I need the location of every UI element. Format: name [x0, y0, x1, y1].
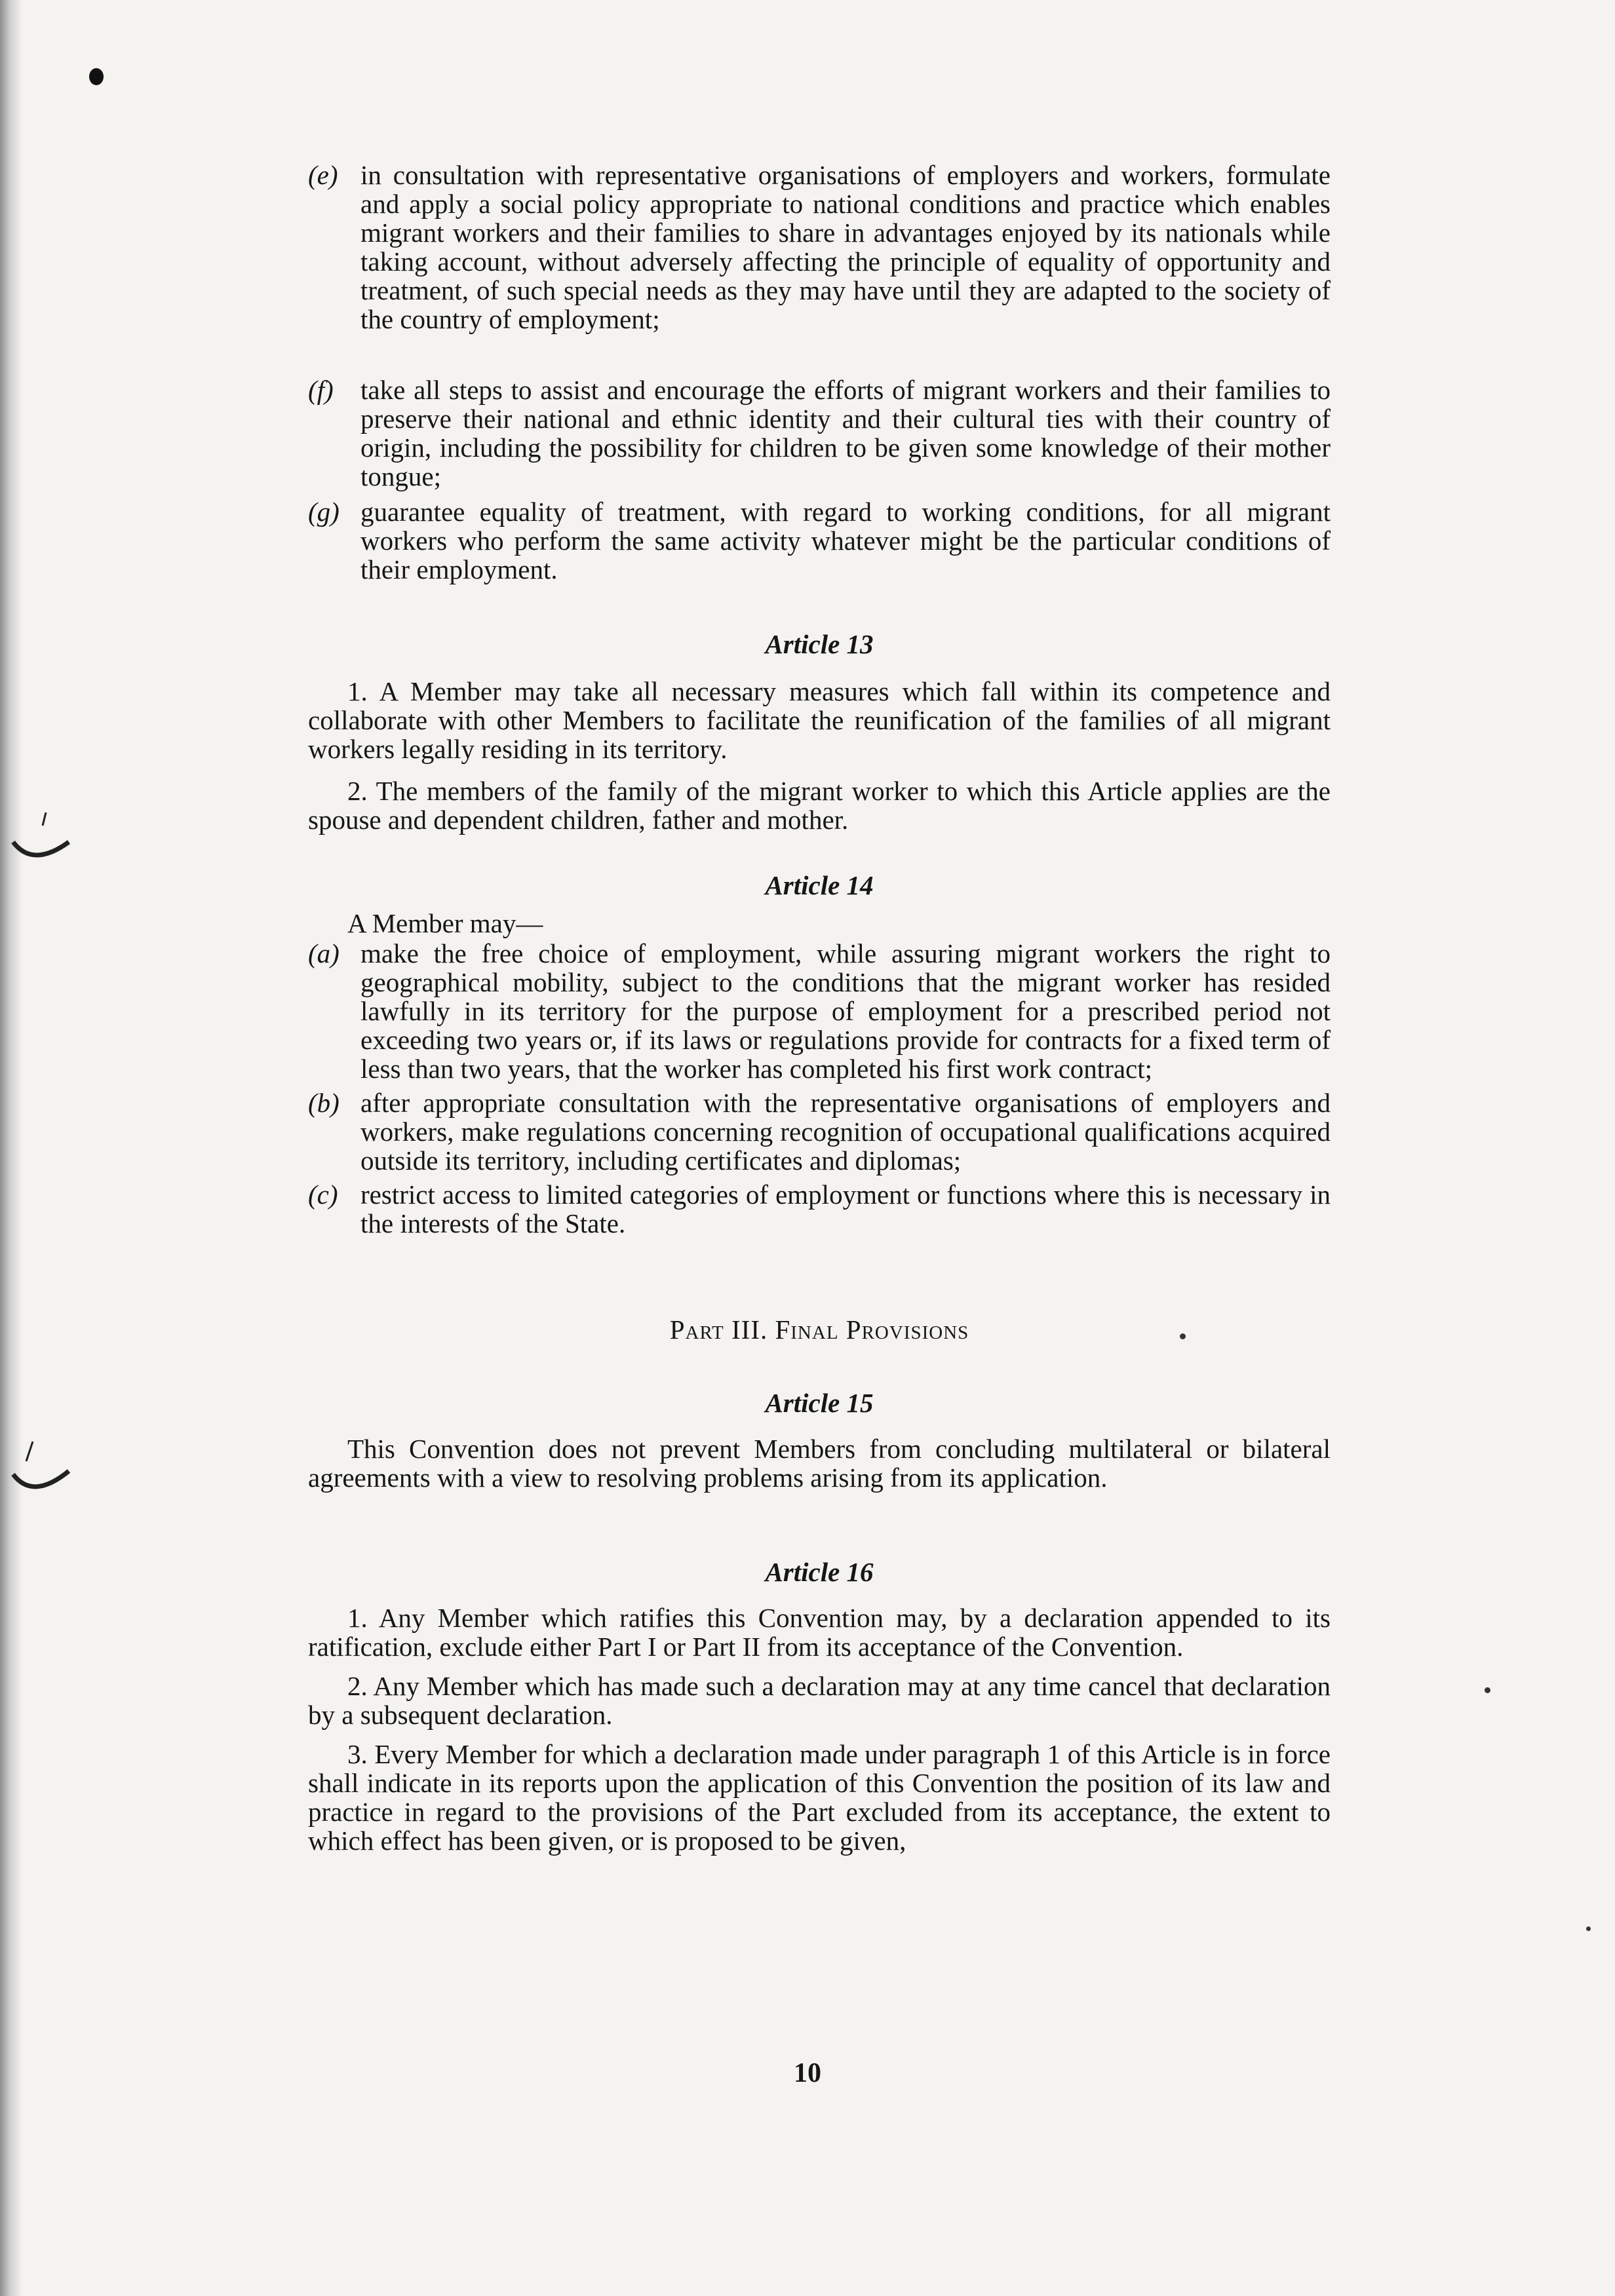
- item-text: restrict access to limited categories of employment or functions where this is necessary in the interests of the State.: [360, 1179, 1331, 1238]
- article-16-paragraph-2: 2. Any Member which has made such a declaration may at any time cancel that declaration by a subsequent declaration.: [308, 1671, 1331, 1730]
- article-14-heading: Article 14: [765, 870, 874, 900]
- provision-item: [308, 161, 1331, 334]
- margin-check-mark: [7, 806, 79, 878]
- provision-item: [308, 1180, 1331, 1238]
- scan-dot: [1485, 1687, 1490, 1693]
- item-text: take all steps to assist and encourage the efforts of migrant workers and their families to preserve their national and ethnic identity and their cultural ties with their country of origin, including the possibility for children to be given some knowledge of their mother tongue;: [360, 375, 1331, 491]
- item-label: (g): [308, 497, 340, 527]
- item-text: make the free choice of employment, while assuring migrant workers the right to geographical mobility, subject to the conditions that the migrant worker has resided lawfully in its territory for the purpose of employment for a prescribed period not exceeding two years or, if its laws or regulations provide for contracts for a fixed term of less than two years, that the worker has completed his first work contract;: [360, 938, 1331, 1084]
- provision-item: [308, 375, 1331, 491]
- article-13-paragraph-1: 1. A Member may take all necessary measures which fall within its competence and collaborate with other Members to facilitate the reunification of the families of all migrant workers legally residing in its territory.: [308, 676, 1331, 764]
- scan-dot: [1586, 1926, 1591, 1931]
- item-label: (f): [308, 375, 334, 405]
- article-15-heading: Article 15: [765, 1388, 874, 1418]
- item-text: in consultation with representative organisations of employers and workers, formulate and apply a social policy appropriate to national conditions and practice which enables migrant workers and their families to share in advantages enjoyed by its nationals while taking account, without adversely affecting the principle of equality of opportunity and treatment, of such special needs as they may have until they are adapted to the society of the country of employment;: [360, 160, 1331, 334]
- part-iii-heading: Part III. Final Provisions: [669, 1314, 969, 1345]
- article-13-paragraph-2: 2. The members of the family of the migrant worker to which this Article applies are the spouse and dependent children, father and mother.: [308, 776, 1331, 835]
- provision-item: [308, 497, 1331, 584]
- provision-item: [308, 1088, 1331, 1175]
- article-16-paragraph-3: 3. Every Member for which a declaration made under paragraph 1 of this Article is in force shall indicate in its reports upon the application of this Convention the position of its law and practice in regard to the provisions of the Part excluded from its acceptance, the extent to which effect has been given, or is proposed to be given,: [308, 1739, 1331, 1856]
- item-label: (a): [308, 938, 340, 968]
- article-15-paragraph: This Convention does not prevent Members from concluding multilateral or bilateral agreements with a view to resolving problems arising from its application.: [308, 1434, 1331, 1493]
- scan-binding-edge: [0, 0, 22, 2296]
- article-16-paragraph-1: 1. Any Member which ratifies this Convention may, by a declaration appended to its ratification, exclude either Part I or Part II from its acceptance of the Convention.: [308, 1603, 1331, 1662]
- item-label: (b): [308, 1088, 340, 1118]
- item-label: (c): [308, 1179, 338, 1210]
- item-text: after appropriate consultation with the representative organisations of employers and workers, make regulations concerning recognition of occupational qualifications acquired outside its territory, including certificates and diplomas;: [360, 1088, 1331, 1176]
- document-page: [308, 161, 1331, 1855]
- article-13-heading: Article 13: [765, 629, 874, 659]
- item-text: guarantee equality of treatment, with regard to working conditions, for all migrant workers who perform the same activity whatever might be the particular conditions of their employment.: [360, 497, 1331, 584]
- margin-check-mark: [7, 1435, 79, 1507]
- article-16-heading: Article 16: [765, 1557, 874, 1587]
- item-label: (e): [308, 160, 338, 190]
- scan-dot: [89, 68, 104, 85]
- page-number: 10: [794, 2058, 821, 2088]
- article-14-intro: A Member may—: [347, 908, 543, 938]
- provision-item: [308, 939, 1331, 1083]
